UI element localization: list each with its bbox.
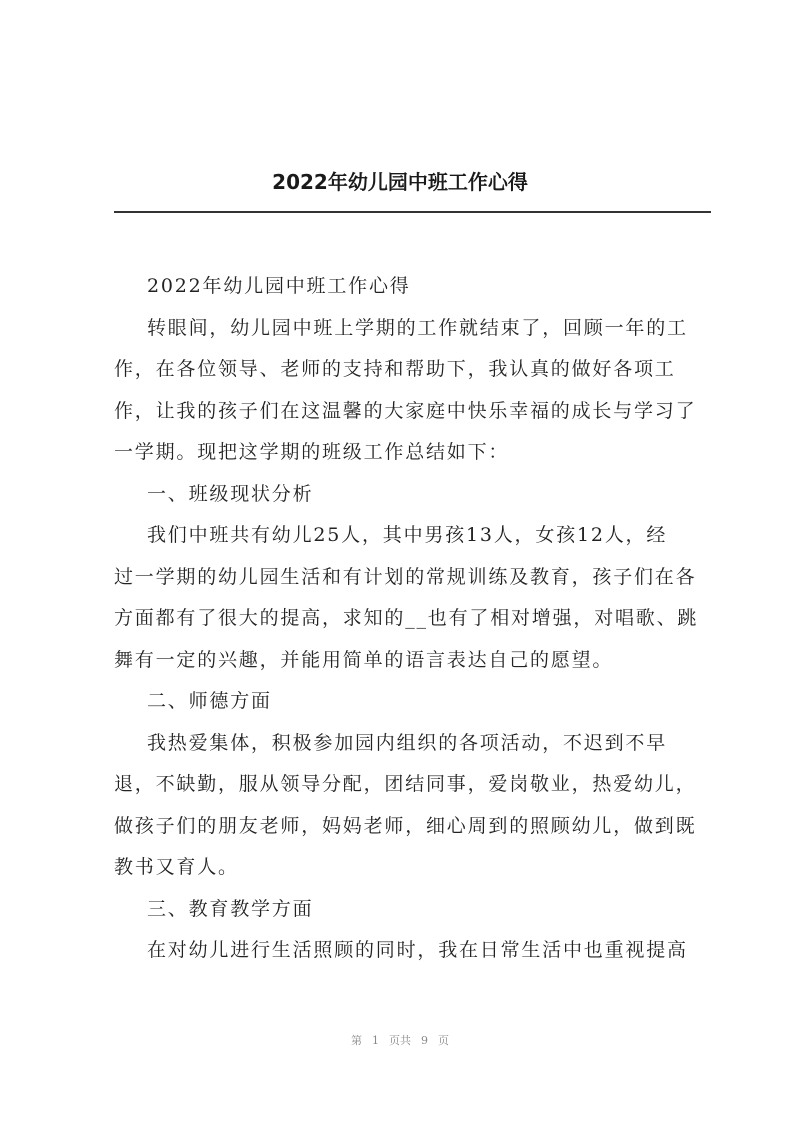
footer-suffix: 页 xyxy=(438,1034,449,1047)
footer-middle: 页共 xyxy=(389,1034,411,1047)
text-line: 一、班级现状分析 xyxy=(147,482,314,505)
text-line: 过一学期的幼儿园生活和有计划的常规训练及教育，孩子们在各 xyxy=(114,565,697,588)
text-line: 二、师德方面 xyxy=(147,690,272,712)
text-line: 方面都有了很大的提高，求知的__也有了相对增强，对唱歌、跳 xyxy=(114,607,699,629)
text-line: 作，在各位领导、老师的支持和帮助下，我认真的做好各项工 xyxy=(114,358,676,380)
text-line: 做孩子们的朋友老师，妈妈老师，细心周到的照顾幼儿，做到既 xyxy=(114,814,697,837)
text-line: 我热爱集体，积极参加园内组织的各项活动，不迟到不早 xyxy=(147,731,668,754)
footer-total-pages: 9 xyxy=(421,1034,428,1047)
footer-prefix: 第 xyxy=(351,1034,362,1047)
text-line: 我们中班共有幼儿25人，其中男孩13人，女孩12人，经 xyxy=(147,524,668,546)
page-footer xyxy=(0,1032,800,1048)
document-body xyxy=(114,266,711,972)
text-line: 作，让我的孩子们在这温馨的大家庭中快乐幸福的成长与学习了 xyxy=(114,399,697,422)
title-divider xyxy=(114,211,711,213)
text-line: 教书又育人。 xyxy=(114,856,239,878)
text-line: 退，不缺勤，服从领导分配，团结同事，爱岗敬业，热爱幼儿， xyxy=(114,773,697,795)
text-line: 转眼间，幼儿园中班上学期的工作就结束了，回顾一年的工 xyxy=(147,316,688,339)
text-line: 在对幼儿进行生活照顾的同时，我在日常生活中也重视提高 xyxy=(147,939,688,961)
footer-page-number: 1 xyxy=(372,1034,379,1047)
text-line: 一学期。现把这学期的班级工作总结如下： xyxy=(114,441,510,463)
text-line: 舞有一定的兴趣，并能用简单的语言表达自己的愿望。 xyxy=(114,648,614,671)
document-title: 2022年幼儿园中班工作心得 xyxy=(272,170,528,194)
text-line: 2022年幼儿园中班工作心得 xyxy=(147,275,411,297)
text-line: 三、教育教学方面 xyxy=(147,897,314,920)
